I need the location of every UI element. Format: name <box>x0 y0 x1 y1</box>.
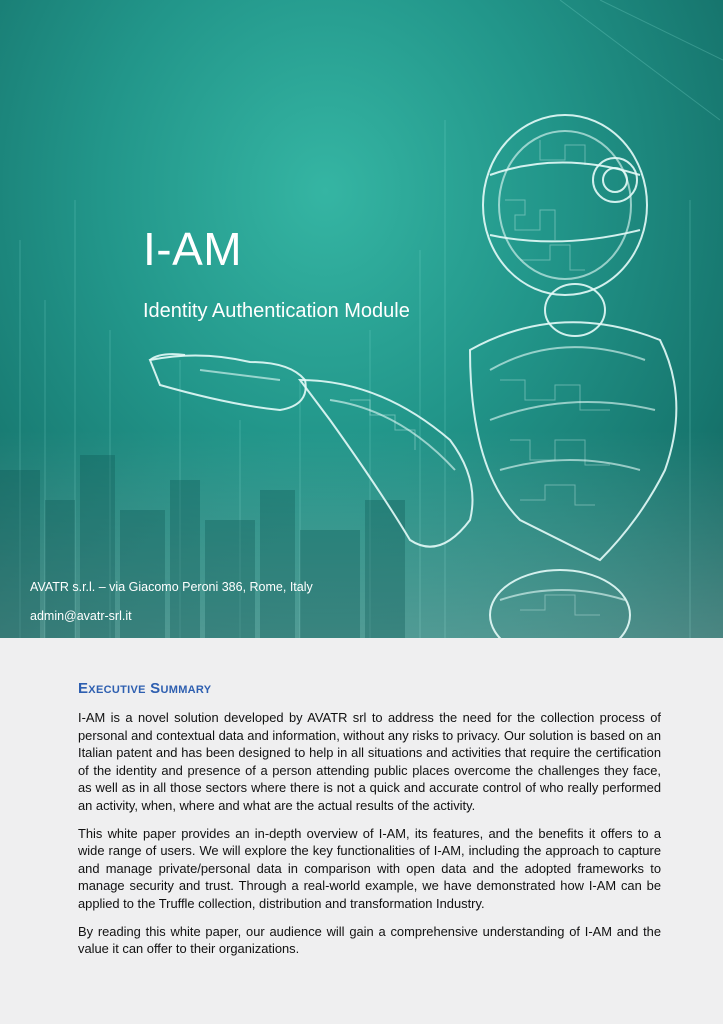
document-subtitle: Identity Authentication Module <box>143 300 410 322</box>
summary-paragraph: I-AM is a novel solution developed by AVATR srl to address the need for the collection process of personal and contextual data and information, without any risks to privacy. Our solution is based on an Italian patent and has been designed to help in all situations and activities that require the certification of the identity and presence of a person attending public places overcome the challenges they face, as well as in all those sectors where there is not a quick and accurate control of who really performed an activity, when, where and what are the actual results of the activity. <box>78 710 661 813</box>
contact-email: admin@avatr-srl.it <box>30 609 132 623</box>
summary-paragraph: This white paper provides an in-depth overview of I-AM, its features, and the benefits it offers to a wide range of users. We will explore the key functionalities of I-AM, including the approach to capture and manage private/personal data in comparison with open data and the adopted frameworks to manage security and trust. Through a real-world example, we have demonstrated how I-AM can be applied to the Truffle collection, distribution and transformation Industry. <box>78 825 661 911</box>
section-heading: Executive Summary <box>78 680 212 697</box>
company-address: AVATR s.r.l. – via Giacomo Peroni 386, Rome, Italy <box>30 580 313 594</box>
document-title: I-AM <box>143 223 243 275</box>
executive-summary-section <box>78 680 661 968</box>
summary-paragraph: By reading this white paper, our audience will gain a comprehensive understanding of I-AM and the value it can offer to their organizations. <box>78 923 661 957</box>
